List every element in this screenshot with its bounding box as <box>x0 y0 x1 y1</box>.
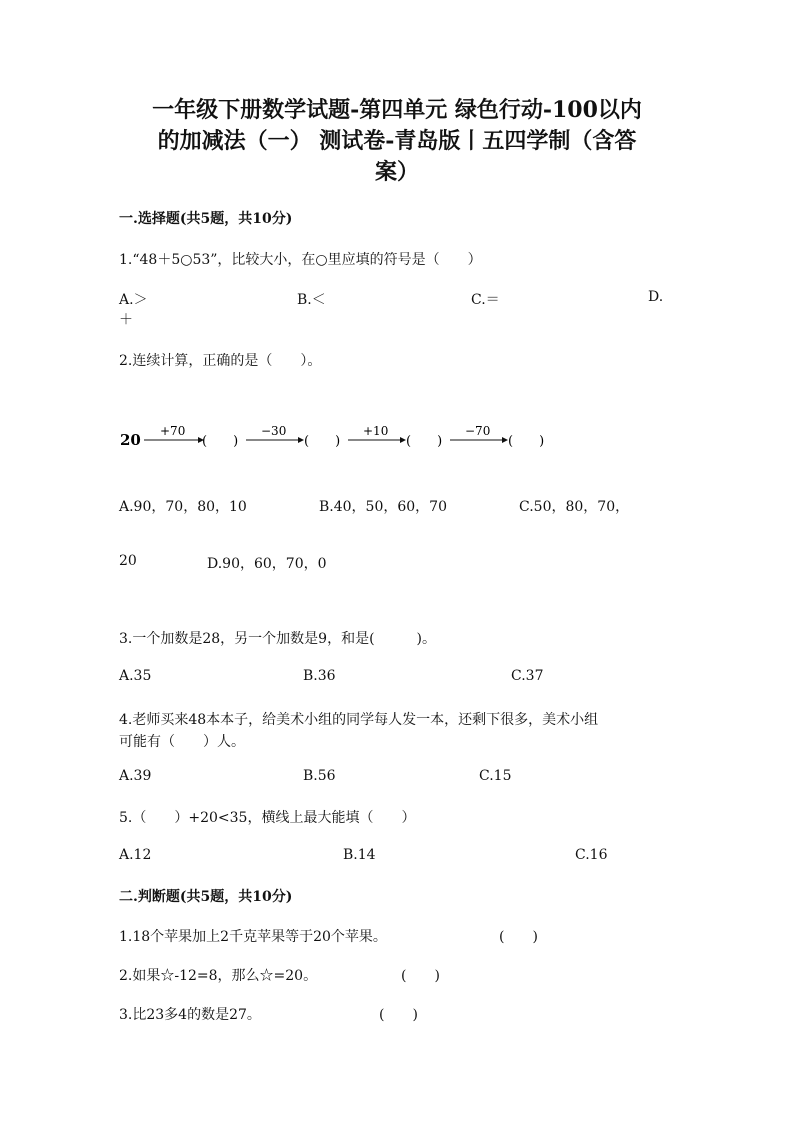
doc-title-line2: 的加减法（一） 测试卷-青岛版丨五四学制（含答 <box>157 128 637 154</box>
q4-option-a: A.39 <box>119 768 152 784</box>
chain-start-number: 20 <box>120 431 141 449</box>
doc-title-line3: 案） <box>374 159 419 185</box>
chain-blank-3: ( ) <box>406 434 443 449</box>
judgment-3-text: 3.比23多4的数是27。 <box>119 1007 261 1023</box>
question-4-line2: 可能有（ ）人。 <box>119 734 245 750</box>
chain-blank-1: ( ) <box>202 434 239 449</box>
chain-blank-2: ( ) <box>304 434 341 449</box>
section-heading-choice: 一.选择题(共5题，共10分) <box>119 211 293 227</box>
q4-option-b: B.56 <box>303 768 336 784</box>
question-3-text: 3.一个加数是28，另一个加数是9，和是( )。 <box>119 631 437 647</box>
q2-option-a: A.90，70，80，10 <box>119 499 247 515</box>
q2-option-d: D.90，60，70，0 <box>207 556 327 572</box>
section-heading-judgment: 二.判断题(共5题，共10分) <box>119 889 293 905</box>
q5-option-c: C.16 <box>575 847 608 863</box>
q1-option-d: D. <box>648 289 664 305</box>
doc-title-line1: 一年级下册数学试题-第四单元 绿色行动-100以内 <box>152 97 642 123</box>
chain-op-3: +10 <box>363 424 389 438</box>
q5-option-b: B.14 <box>343 847 376 863</box>
question-4-line1: 4.老师买来48本本子，给美术小组的同学每人发一本，还剩下很多，美术小组 <box>119 712 599 728</box>
q1-option-c: C.＝ <box>471 292 500 308</box>
q1-option-a: A.＞ <box>119 292 148 308</box>
calculation-chain-diagram <box>118 418 558 458</box>
q4-option-c: C.15 <box>479 768 512 784</box>
judgment-2-bracket: ( ) <box>401 968 440 984</box>
question-1-text: 1.“48＋5○53”，比较大小，在○里应填的符号是（ ） <box>119 252 482 268</box>
q1-option-b: B.＜ <box>297 292 326 308</box>
judgment-2-text: 2.如果☆-12=8，那么☆=20。 <box>119 968 318 984</box>
judgment-3-bracket: ( ) <box>379 1007 418 1023</box>
q5-option-a: A.12 <box>119 847 152 863</box>
q3-option-c: C.37 <box>511 668 544 684</box>
q3-option-b: B.36 <box>303 668 336 684</box>
question-2-text: 2.连续计算，正确的是（ ）。 <box>119 353 322 369</box>
q2-option-c-cont: 20 <box>119 553 137 569</box>
chain-blank-4: ( ) <box>508 434 545 449</box>
question-5-text: 5.（ ）+20<35，横线上最大能填（ ） <box>119 810 416 826</box>
q2-option-c: C.50，80，70， <box>519 499 630 515</box>
q1-option-d-symbol: ＋ <box>119 312 133 328</box>
chain-op-4: −70 <box>465 424 491 438</box>
chain-op-1: +70 <box>160 424 186 438</box>
chain-op-2: −30 <box>261 424 287 438</box>
judgment-1-text: 1.18个苹果加上2千克苹果等于20个苹果。 <box>119 929 387 945</box>
q2-option-b: B.40，50，60，70 <box>319 499 447 515</box>
q3-option-a: A.35 <box>119 668 152 684</box>
judgment-1-bracket: ( ) <box>499 929 538 945</box>
